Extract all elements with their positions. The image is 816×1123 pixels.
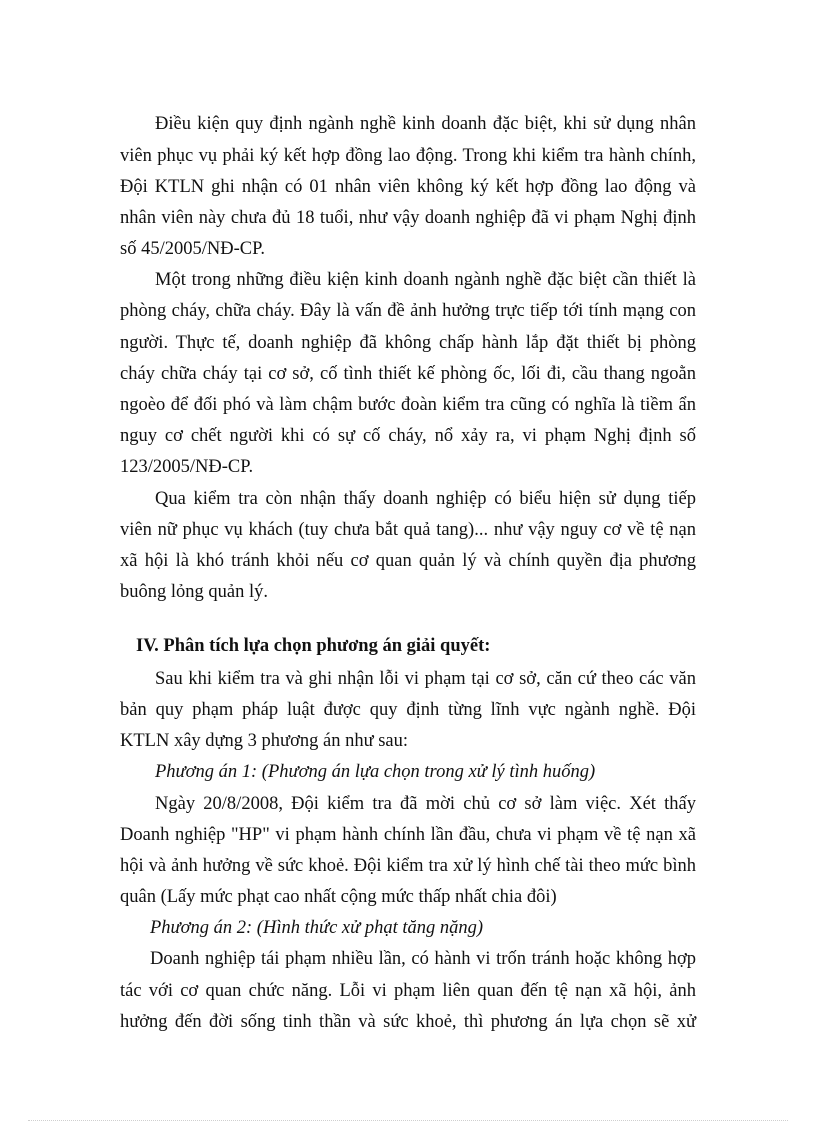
option-1-line-4: quân (Lấy mức phạt cao nhất cộng mức thấp nhất chia đôi) — [120, 887, 557, 907]
paragraph-1-line-2: viên phục vụ phải ký kết hợp đồng lao động. Trong khi kiểm tra hành chính, — [120, 146, 696, 166]
paragraph-2-line-5: ngoèo để đối phó và làm chậm bước đoàn kiểm tra cũng có nghĩa là tiềm ẩn — [120, 395, 696, 415]
paragraph-2-line-1: Một trong những điều kiện kinh doanh ngành nghề đặc biệt cần thiết là — [155, 270, 696, 290]
option-2-line-1: Doanh nghiệp tái phạm nhiều lần, có hành vi trốn tránh hoặc không hợp — [150, 949, 696, 969]
paragraph-2-line-7: 123/2005/NĐ-CP. — [120, 457, 254, 477]
option-2-line-2: tác với cơ quan chức năng. Lỗi vi phạm liên quan đến tệ nạn xã hội, ảnh — [120, 981, 696, 1001]
option-2-title: Phương án 2: (Hình thức xử phạt tăng nặng) — [150, 918, 484, 938]
option-1-title: Phương án 1: (Phương án lựa chọn trong xử lý tình huống) — [155, 762, 596, 782]
option-1-line-2: Doanh nghiệp "HP" vi phạm hành chính lần đầu, chưa vi phạm về tệ nạn xã — [120, 825, 696, 845]
section-paragraph-line-2: bản quy phạm pháp luật được quy định từng lĩnh vực ngành nghề. Đội — [120, 700, 696, 720]
paragraph-3-line-1: Qua kiểm tra còn nhận thấy doanh nghiệp có biểu hiện sử dụng tiếp — [155, 489, 696, 509]
paragraph-3-line-2: viên nữ phục vụ khách (tuy chưa bắt quả tang)... như vậy nguy cơ về tệ nạn — [120, 520, 696, 540]
paragraph-1-line-1: Điều kiện quy định ngành nghề kinh doanh đặc biệt, khi sử dụng nhân — [155, 114, 696, 134]
paragraph-2-line-6: nguy cơ chết người khi có sự cố cháy, nổ xảy ra, vi phạm Nghị định số — [120, 426, 696, 446]
option-1-line-3: hội và ảnh hưởng về sức khoẻ. Đội kiểm tra xử lý hình chế tài theo mức bình — [120, 856, 696, 876]
paragraph-1-line-3: Đội KTLN ghi nhận có 01 nhân viên không ký kết hợp đồng lao động và — [120, 177, 696, 197]
paragraph-3-line-3: xã hội là khó tránh khỏi nếu cơ quan quản lý và chính quyền địa phương — [120, 551, 696, 571]
paragraph-2-line-4: cháy chữa cháy tại cơ sở, cố tình thiết kế phòng ốc, lối đi, cầu thang ngoằn — [120, 364, 696, 384]
paragraph-1-line-4: nhân viên này chưa đủ 18 tuổi, như vậy doanh nghiệp đã vi phạm Nghị định — [120, 208, 696, 228]
paragraph-1-line-5: số 45/2005/NĐ-CP. — [120, 239, 265, 259]
option-2-line-3: hưởng đến đời sống tinh thần và sức khoẻ, thì phương án lựa chọn sẽ xử — [120, 1012, 696, 1032]
paragraph-3-line-4: buông lỏng quản lý. — [120, 582, 268, 602]
section-paragraph-line-3: KTLN xây dựng 3 phương án như sau: — [120, 731, 409, 751]
option-1-line-1: Ngày 20/8/2008, Đội kiểm tra đã mời chủ cơ sở làm việc. Xét thấy — [155, 794, 696, 814]
section-paragraph-line-1: Sau khi kiểm tra và ghi nhận lỗi vi phạm tại cơ sở, căn cứ theo các văn — [155, 669, 696, 689]
page-bottom-divider — [28, 1120, 788, 1121]
section-heading: IV. Phân tích lựa chọn phương án giải quyết: — [136, 636, 491, 656]
paragraph-2-line-2: phòng cháy, chữa cháy. Đây là vấn đề ảnh hưởng trực tiếp tới tính mạng con — [120, 301, 696, 321]
paragraph-2-line-3: người. Thực tế, doanh nghiệp đã không chấp hành lắp đặt thiết bị phòng — [120, 333, 696, 353]
